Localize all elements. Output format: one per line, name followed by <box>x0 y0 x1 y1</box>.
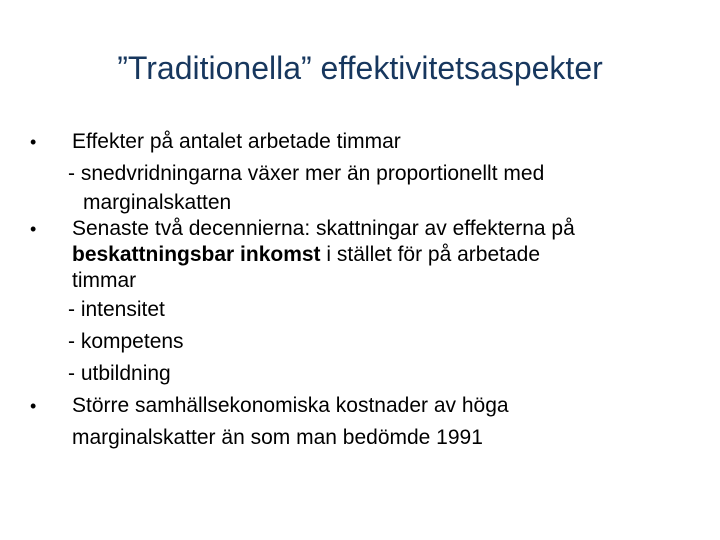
sub-text: - utbildning <box>68 362 171 385</box>
text-after-bold: i stället för på arbetade <box>320 243 541 266</box>
bullet-text: marginalskatter än som man bedömde 1991 <box>72 426 483 449</box>
bullet-2-sub-3 <box>30 358 690 390</box>
sub-text: - intensitet <box>68 298 165 321</box>
bullet-2-line-3 <box>30 268 690 294</box>
bullet-marker: • <box>30 132 37 152</box>
bold-text: beskattningsbar inkomst <box>72 243 321 266</box>
bullet-text: Senaste två decennierna: skattningar av effekterna på <box>72 217 575 240</box>
bullet-2-sub-1 <box>30 294 690 326</box>
bullet-text <box>72 242 540 268</box>
bullet-marker: • <box>30 396 37 416</box>
bullet-2-line-2 <box>30 242 690 268</box>
bullet-text: Större samhällsekonomiska kostnader av höga <box>72 394 509 417</box>
sub-text: - snedvridningarna växer mer än proportionellt med <box>68 162 545 185</box>
bullet-1-line-1 <box>30 126 690 158</box>
bullet-marker: • <box>30 219 37 239</box>
sub-text: marginalskatten <box>83 191 232 214</box>
bullet-3-line-2 <box>30 422 690 454</box>
bullet-1-line-2 <box>30 158 690 190</box>
bullet-2-sub-2 <box>30 326 690 358</box>
bullet-3-line-1 <box>30 390 690 422</box>
bullet-text: Effekter på antalet arbetade timmar <box>72 130 401 153</box>
bullet-2-line-1 <box>30 216 690 242</box>
slide-title: ”Traditionella” effektivitetsaspekter <box>117 50 603 86</box>
slide-body <box>30 126 690 454</box>
bullet-1-line-3 <box>30 190 690 216</box>
bullet-text: timmar <box>72 269 137 292</box>
sub-text: - kompetens <box>68 330 184 353</box>
